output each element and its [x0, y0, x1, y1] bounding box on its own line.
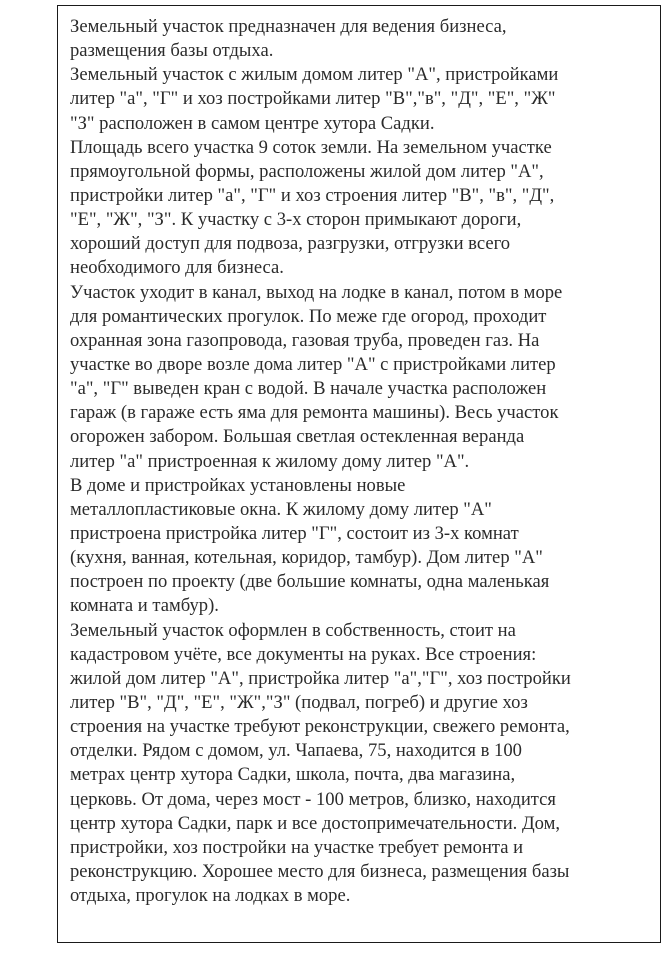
text-line: построен по проекту (две большие комнаты, одна маленькая — [70, 571, 550, 593]
text-line: церковь. От дома, через мост - 100 метров, близко, находится — [70, 788, 556, 810]
text-line: пристройки, хоз постройки на участке требует ремонта и — [70, 836, 524, 858]
text-line: пристройки литер "а", "Г" и хоз строения литер "В", "в", "Д", — [70, 184, 555, 206]
text-line: Земельный участок оформлен в собственность, стоит на — [70, 619, 516, 641]
text-line: литер "В", "Д", "Е", "Ж","З" (подвал, погреб) и другие хоз — [70, 691, 528, 713]
text-line: "З" расположен в самом центре хутора Садки. — [70, 112, 435, 134]
text-line: литер "а", "Г" и хоз постройками литер "В","в", "Д", "Е", "Ж" — [70, 88, 556, 110]
text-line: охранная зона газопровода, газовая труба, проведен газ. На — [70, 329, 540, 351]
text-line: огорожен забором. Большая светлая остекленная веранда — [70, 426, 525, 448]
text-line: метрах центр хутора Садки, школа, почта, два магазина, — [70, 764, 516, 786]
text-line: для романтических прогулок. По меже где огород, проходит — [70, 305, 547, 327]
text-line: строения на участке требуют реконструкции, свежего ремонта, — [70, 716, 570, 738]
text-line: Площадь всего участка 9 соток земли. На земельном участке — [70, 136, 552, 158]
text-line: реконструкцию. Хорошее место для бизнеса, размещения базы — [70, 860, 570, 882]
text-line: хороший доступ для подвоза, разгрузки, отгрузки всего — [70, 233, 511, 255]
text-line: участке во дворе возле дома литер "А" с пристройками литер — [70, 353, 556, 375]
text-line: гараж (в гараже есть яма для ремонта машины). Весь участок — [70, 402, 559, 424]
text-line: пристроена пристройка литер "Г", состоит из 3-х комнат — [70, 522, 519, 544]
document-text — [70, 15, 654, 908]
text-line: металлопластиковые окна. К жилому дому литер "А" — [70, 498, 492, 520]
text-line: Участок уходит в канал, выход на лодке в канал, потом в море — [70, 281, 563, 303]
text-line: (кухня, ванная, котельная, коридор, тамбур). Дом литер "А" — [70, 547, 543, 569]
text-line: отделки. Рядом с домом, ул. Чапаева, 75, находится в 100 — [70, 740, 522, 762]
text-line: необходимого для бизнеса. — [70, 257, 284, 279]
text-line: Земельный участок с жилым домом литер "А", пристройками — [70, 64, 559, 86]
text-line: Земельный участок предназначен для ведения бизнеса, — [70, 16, 507, 37]
text-line: "а", "Г" выведен кран с водой. В начале участка расположен — [70, 378, 547, 400]
text-line: В доме и пристройках установлены новые — [70, 474, 406, 496]
text-line: жилой дом литер "А", пристройка литер "а","Г", хоз постройки — [70, 667, 571, 689]
text-line: размещения базы отдыха. — [70, 40, 274, 62]
text-line: литер "а" пристроенная к жилому дому литер "А". — [70, 450, 470, 472]
text-line: комната и тамбур). — [70, 595, 219, 617]
text-line: центр хутора Садки, парк и все достопримечательности. Дом, — [70, 812, 560, 834]
text-line: прямоугольной формы, расположены жилой дом литер "А", — [70, 160, 544, 182]
text-line: кадастровом учёте, все документы на руках. Все строения: — [70, 643, 537, 665]
text-line: отдыха, прогулок на лодках в море. — [70, 885, 351, 907]
document-frame — [57, 5, 661, 943]
text-line: "Е", "Ж", "З". К участку с 3-х сторон примыкают дороги, — [70, 209, 522, 231]
